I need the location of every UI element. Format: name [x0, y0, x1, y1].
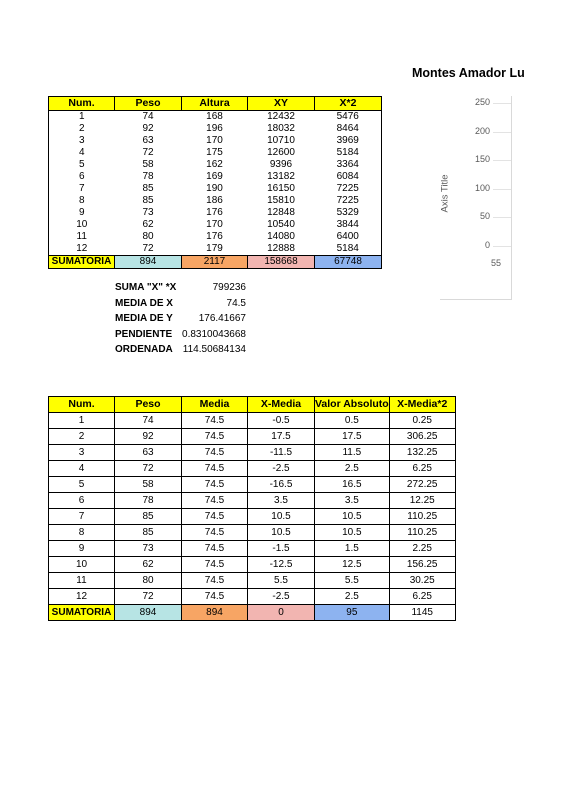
gridline — [493, 160, 511, 161]
table-cell[interactable]: 2 — [49, 123, 115, 135]
table-cell[interactable]: 12600 — [267, 147, 295, 158]
stat-label: MEDIA DE Y — [115, 313, 173, 324]
table-cell[interactable]: 11 — [49, 231, 115, 243]
table-cell[interactable]: 8 — [49, 195, 115, 207]
table-cell[interactable]: 7 — [49, 509, 115, 525]
table-row — [49, 195, 382, 207]
column-header[interactable]: Peso — [115, 397, 182, 413]
table-cell[interactable]: 17.5 — [315, 429, 390, 445]
table-cell[interactable]: 306.25 — [389, 429, 455, 445]
sum-cell[interactable]: 2117 — [182, 256, 248, 269]
table-row — [49, 243, 382, 256]
table-cell[interactable]: 10540 — [267, 219, 295, 230]
table-cell[interactable]: 74.5 — [182, 589, 248, 605]
table-cell[interactable]: 73 — [115, 541, 182, 557]
table-row — [49, 219, 382, 231]
sheet-title: Montes Amador Lu — [412, 66, 525, 80]
sum-cell[interactable]: 894 — [115, 605, 182, 621]
table-cell[interactable]: 10 — [49, 557, 115, 573]
table-cell[interactable]: 9396 — [269, 159, 293, 170]
table-cell[interactable]: 3 — [49, 445, 115, 461]
stat-value[interactable]: 74.5 — [226, 297, 246, 309]
y-tick-label: 150 — [474, 154, 490, 165]
stat-label: SUMA "X" *X — [115, 282, 177, 293]
y-axis-title: Axis Title — [439, 174, 451, 213]
table-cell[interactable]: 78 — [115, 493, 182, 509]
y-tick-label: 250 — [474, 97, 490, 107]
table-cell[interactable]: 6400 — [315, 231, 382, 243]
table-row — [49, 135, 382, 147]
stat-label: MEDIA DE X — [115, 297, 173, 309]
table-cell[interactable]: 14080 — [267, 231, 295, 242]
table-cell[interactable]: 16.5 — [315, 477, 390, 493]
table-cell[interactable]: 74.5 — [182, 541, 248, 557]
table-cell[interactable]: 72 — [115, 589, 182, 605]
table-cell[interactable]: 92 — [142, 123, 154, 134]
table-cell[interactable]: 12432 — [267, 111, 295, 122]
table-cell[interactable]: 5 — [49, 159, 115, 171]
table-cell[interactable]: 6.25 — [389, 589, 455, 605]
table-cell[interactable]: 272.25 — [389, 477, 455, 493]
table-row — [49, 525, 456, 541]
table-cell[interactable]: 30.25 — [389, 573, 455, 589]
table-cell[interactable]: 132.25 — [389, 445, 455, 461]
y-tick-label: 100 — [474, 182, 490, 193]
y-tick-label: 0 — [484, 240, 490, 250]
table-cell[interactable]: 175 — [206, 147, 223, 158]
table-cell[interactable]: 17.5 — [248, 429, 315, 445]
table-cell[interactable]: 73 — [142, 207, 154, 218]
table-cell[interactable]: 18032 — [267, 123, 295, 134]
table-cell[interactable]: 1.5 — [315, 541, 390, 557]
table-row — [49, 159, 382, 171]
sum-cell[interactable]: 894 — [115, 256, 182, 269]
y-tick-label: 50 — [479, 211, 490, 222]
table-cell[interactable]: 10.5 — [248, 525, 315, 541]
table-cell[interactable]: 13182 — [267, 171, 295, 182]
table-cell[interactable]: 80 — [142, 231, 154, 242]
table-row — [49, 171, 382, 183]
table-cell[interactable]: 10710 — [267, 135, 295, 146]
table-cell[interactable]: 179 — [206, 243, 223, 254]
table-cell[interactable]: 5184 — [315, 243, 382, 256]
table-cell[interactable]: 72 — [142, 243, 154, 254]
table-cell[interactable]: 74.5 — [182, 525, 248, 541]
table-cell[interactable]: 3364 — [315, 159, 382, 171]
table-cell[interactable]: 85 — [115, 509, 182, 525]
table-cell[interactable]: -1.5 — [248, 541, 315, 557]
table-cell[interactable]: 3844 — [315, 219, 382, 231]
table-cell[interactable]: 72 — [115, 461, 182, 477]
table-cell[interactable]: 85 — [142, 195, 154, 206]
column-header[interactable]: X-Media — [248, 397, 315, 413]
table-cell[interactable]: 7 — [49, 183, 115, 195]
table-row — [49, 509, 456, 525]
sum-row — [49, 256, 382, 269]
table-cell[interactable]: 2.25 — [389, 541, 455, 557]
table-cell[interactable]: 5.5 — [248, 573, 315, 589]
table-header-row — [49, 397, 456, 413]
table-cell[interactable]: 74.5 — [182, 477, 248, 493]
table-cell[interactable]: 12848 — [267, 207, 295, 218]
sum-cell[interactable]: 67748 — [315, 256, 382, 269]
table-cell[interactable]: 186 — [206, 195, 223, 206]
sum-cell[interactable]: 1145 — [389, 605, 455, 621]
table-cell[interactable]: 6 — [49, 493, 115, 509]
table-cell[interactable]: 4 — [49, 147, 115, 159]
table-row — [49, 111, 382, 124]
table-cell[interactable]: 6 — [49, 171, 115, 183]
table-cell[interactable]: 74.5 — [182, 429, 248, 445]
column-header[interactable]: Num. — [49, 97, 115, 111]
sum-label[interactable]: SUMATORIA — [49, 256, 115, 269]
table-row — [49, 493, 456, 509]
table-cell[interactable]: 3969 — [315, 135, 382, 147]
table-cell[interactable]: 72 — [142, 147, 154, 158]
table-cell[interactable]: 85 — [115, 525, 182, 541]
table-cell[interactable]: 162 — [206, 159, 223, 170]
table-cell[interactable]: 5184 — [315, 147, 382, 159]
table-cell[interactable]: -0.5 — [248, 413, 315, 429]
table-cell[interactable]: 7225 — [315, 195, 382, 207]
sum-row — [49, 605, 456, 621]
table-cell[interactable]: 78 — [142, 171, 154, 182]
table-cell[interactable]: 5476 — [315, 111, 382, 124]
table-cell[interactable]: 10 — [49, 219, 115, 231]
table-cell[interactable]: 176 — [206, 207, 223, 218]
table-cell[interactable]: 5.5 — [315, 573, 390, 589]
gridline — [493, 132, 511, 133]
table-cell[interactable]: 1 — [49, 413, 115, 429]
table-cell[interactable]: 110.25 — [389, 509, 455, 525]
stat-value[interactable]: 799236 — [212, 282, 246, 293]
table-cell[interactable]: 169 — [206, 171, 223, 182]
table-cell[interactable]: 12888 — [267, 243, 295, 254]
table-row — [49, 445, 456, 461]
table-cell[interactable]: 74.5 — [182, 509, 248, 525]
table-header-row — [49, 97, 382, 111]
table-cell[interactable]: 3.5 — [315, 493, 390, 509]
table-cell[interactable]: 190 — [206, 183, 223, 194]
table-row — [49, 573, 456, 589]
table-cell[interactable]: 62 — [142, 219, 154, 230]
table-cell[interactable]: 74.5 — [182, 445, 248, 461]
column-header[interactable]: Peso — [115, 97, 182, 111]
data-table — [48, 96, 382, 269]
table-cell[interactable]: 74.5 — [182, 461, 248, 477]
column-header[interactable]: X*2 — [315, 97, 382, 111]
table-cell[interactable]: 9 — [49, 541, 115, 557]
table-cell[interactable]: 10.5 — [315, 509, 390, 525]
table-cell[interactable]: 196 — [206, 123, 223, 134]
table-cell[interactable]: 1 — [49, 111, 115, 124]
table-cell[interactable]: 6.25 — [389, 461, 455, 477]
sum-label[interactable]: SUMATORIA — [49, 605, 115, 621]
table-cell[interactable]: 5329 — [315, 207, 382, 219]
table-cell[interactable]: -2.5 — [248, 589, 315, 605]
table-row — [49, 413, 456, 429]
table-cell[interactable]: 74.5 — [182, 573, 248, 589]
sum-cell[interactable]: 0 — [248, 605, 315, 621]
column-header[interactable]: Valor Absoluto — [315, 397, 390, 413]
sum-cell[interactable]: 95 — [315, 605, 390, 621]
table-cell[interactable]: 176 — [206, 231, 223, 242]
table-cell[interactable]: 8 — [49, 525, 115, 541]
table-row — [49, 589, 456, 605]
column-header[interactable]: Media — [182, 397, 248, 413]
stat-value[interactable]: 176.41667 — [198, 313, 246, 324]
gridline — [493, 189, 511, 190]
table-cell[interactable]: 4 — [49, 461, 115, 477]
table-row — [49, 557, 456, 573]
table-cell[interactable]: 12 — [49, 243, 115, 256]
table-cell[interactable]: 11.5 — [315, 445, 390, 461]
table-row — [49, 429, 456, 445]
stat-label: PENDIENTE — [115, 328, 173, 340]
table-cell[interactable]: 15810 — [267, 195, 295, 206]
table-cell[interactable]: 2.5 — [315, 589, 390, 605]
table-cell[interactable]: 80 — [115, 573, 182, 589]
table-cell[interactable]: -11.5 — [248, 445, 315, 461]
table-cell[interactable]: 74.5 — [182, 557, 248, 573]
table-cell[interactable]: -12.5 — [248, 557, 315, 573]
table-cell[interactable]: 170 — [206, 135, 223, 146]
table-row — [49, 207, 382, 219]
gridline — [493, 103, 511, 104]
table-cell[interactable]: 3.5 — [248, 493, 315, 509]
gridline — [493, 217, 511, 218]
table-cell[interactable]: 0.25 — [389, 413, 455, 429]
table-row — [49, 461, 456, 477]
table-cell[interactable]: 2.5 — [315, 461, 390, 477]
table-cell[interactable]: 74.5 — [182, 493, 248, 509]
column-header[interactable]: X-Media*2 — [389, 397, 455, 413]
table-cell[interactable]: 110.25 — [389, 525, 455, 541]
sum-cell[interactable]: 894 — [182, 605, 248, 621]
table-cell[interactable]: -16.5 — [248, 477, 315, 493]
table-cell[interactable]: 170 — [206, 219, 223, 230]
table-cell[interactable]: 3 — [49, 135, 115, 147]
table-cell[interactable]: 11 — [49, 573, 115, 589]
stat-label: ORDENADA — [115, 344, 173, 355]
table-cell[interactable]: 16150 — [267, 183, 295, 194]
table-cell[interactable]: 74 — [115, 413, 182, 429]
table-cell[interactable]: 12 — [49, 589, 115, 605]
table-cell[interactable]: 10.5 — [248, 509, 315, 525]
table-row — [49, 123, 382, 135]
table-row — [49, 541, 456, 557]
deviation-table — [48, 396, 456, 621]
table-cell[interactable]: 2 — [49, 429, 115, 445]
table-cell[interactable]: 92 — [115, 429, 182, 445]
table-cell[interactable]: 62 — [115, 557, 182, 573]
column-header[interactable]: Altura — [182, 97, 248, 111]
table-cell[interactable]: 63 — [142, 135, 154, 146]
table-cell[interactable]: 7225 — [315, 183, 382, 195]
table-cell[interactable]: 12.25 — [389, 493, 455, 509]
table-cell[interactable]: 10.5 — [315, 525, 390, 541]
table-cell[interactable]: 74 — [142, 111, 154, 122]
table-cell[interactable]: 12.5 — [315, 557, 390, 573]
table-row — [49, 477, 456, 493]
table-cell[interactable]: 156.25 — [389, 557, 455, 573]
table-cell[interactable]: 168 — [206, 111, 223, 122]
sum-cell[interactable]: 158668 — [248, 256, 315, 269]
table-cell[interactable]: 9 — [49, 207, 115, 219]
table-row — [49, 183, 382, 195]
scatter-chart[interactable] — [440, 96, 566, 300]
table-cell[interactable]: 5 — [49, 477, 115, 493]
table-row — [49, 231, 382, 243]
table-cell[interactable]: 63 — [115, 445, 182, 461]
stat-value[interactable]: 0.8310043668 — [182, 328, 246, 340]
table-cell[interactable]: 58 — [142, 159, 154, 170]
column-header[interactable]: XY — [248, 97, 315, 111]
stat-value[interactable]: 114.50684134 — [182, 344, 246, 355]
table-cell[interactable]: 58 — [115, 477, 182, 493]
table-cell[interactable]: 74.5 — [182, 413, 248, 429]
table-cell[interactable]: 85 — [142, 183, 154, 194]
table-cell[interactable]: -2.5 — [248, 461, 315, 477]
table-row — [49, 147, 382, 159]
y-tick-label: 200 — [474, 125, 490, 136]
column-header[interactable]: Num. — [49, 397, 115, 413]
gridline — [493, 246, 511, 247]
table-cell[interactable]: 6084 — [315, 171, 382, 183]
table-cell[interactable]: 0.5 — [315, 413, 390, 429]
table-cell[interactable]: 8464 — [315, 123, 382, 135]
x-tick-label: 55 — [491, 258, 502, 268]
